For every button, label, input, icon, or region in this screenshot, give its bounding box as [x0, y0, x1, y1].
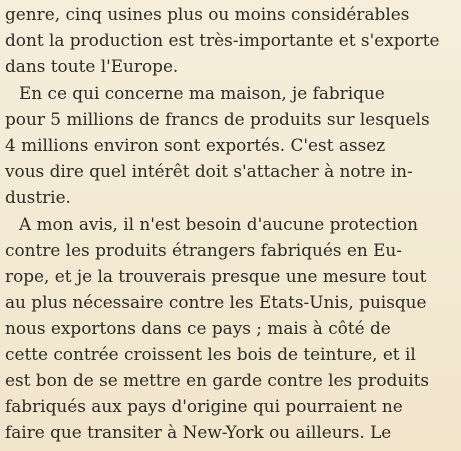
- text-line: [0, 292, 461, 312]
- text-line: [0, 30, 461, 50]
- line-text: dustrie.: [5, 187, 71, 207]
- text-line: [0, 187, 461, 207]
- text-line: [0, 83, 461, 103]
- line-text: contre les produits étrangers fabriqués en Eu-: [5, 240, 402, 260]
- text-line: [0, 344, 461, 364]
- line-text: genre, cinq usines plus ou moins considérables: [5, 4, 410, 24]
- text-line: [0, 266, 461, 286]
- line-text: pour 5 millions de francs de produits sur lesquels: [5, 109, 430, 129]
- text-line: [0, 370, 461, 390]
- text-line: [0, 422, 461, 442]
- line-text: au plus nécessaire contre les Etats-Unis, puisque: [5, 292, 427, 312]
- line-text: dans toute l'Europe.: [5, 56, 179, 76]
- text-line: [0, 396, 461, 416]
- text-line: [0, 56, 461, 76]
- line-text: 4 millions environ sont exportés. C'est assez: [5, 135, 386, 155]
- line-text: faire que transiter à New-York ou ailleurs. Le: [5, 422, 392, 442]
- text-line: [0, 4, 461, 24]
- line-text: est bon de se mettre en garde contre les produits: [5, 370, 430, 390]
- text-line: [0, 161, 461, 181]
- line-text: fabriqués aux pays d'origine qui pourraient ne: [5, 396, 403, 416]
- line-text: dont la production est très-importante et s'exporte: [5, 30, 440, 50]
- text-line: [0, 318, 461, 338]
- text-line: [0, 214, 461, 234]
- line-text: En ce qui concerne ma maison, je fabrique: [19, 83, 385, 103]
- text-line: [0, 240, 461, 260]
- line-text: cette contrée croissent les bois de teinture, et il: [5, 344, 416, 364]
- line-text: nous exportons dans ce pays ; mais à côté de: [5, 318, 391, 338]
- line-text: vous dire quel intérêt doit s'attacher à notre in-: [5, 161, 413, 181]
- line-text: rope, et je la trouverais presque une mesure tout: [5, 266, 427, 286]
- line-text: A mon avis, il n'est besoin d'aucune protection: [19, 214, 419, 234]
- text-line: [0, 109, 461, 129]
- text-line: [0, 135, 461, 155]
